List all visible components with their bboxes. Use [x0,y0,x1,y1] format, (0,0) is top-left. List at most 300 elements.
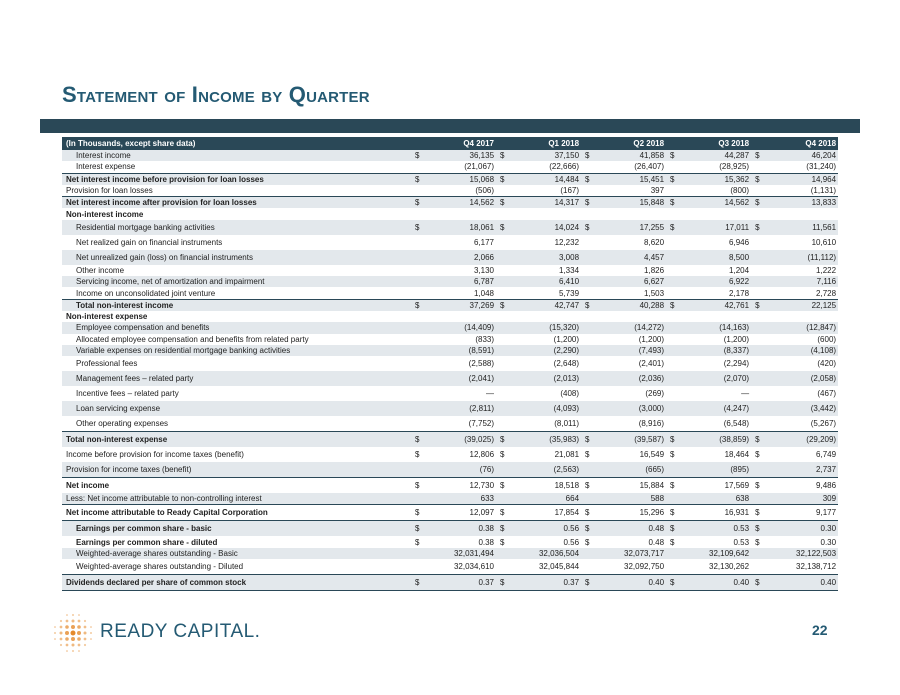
currency-sign: $ [581,299,593,311]
currency-sign [581,208,593,219]
currency-sign [751,322,763,333]
table-header-row [62,137,838,150]
table-row [62,265,838,276]
cell-value: (31,240) [806,162,837,172]
logo-dot [54,626,56,628]
cell-value: 18,518 [508,478,581,494]
currency-sign [411,559,423,575]
currency-sign [496,371,508,386]
cell-value: 1,334 [559,265,580,275]
row-label: Loan servicing expense [62,401,411,416]
row-label: Net income [62,478,411,494]
table-row [62,462,838,478]
cell-value: (2,588) [468,359,495,369]
cell-value: 37,269 [423,299,496,311]
currency-sign: $ [751,220,763,235]
row-label: Earnings per common share - diluted [76,537,218,547]
cell-value: 8,500 [678,250,751,265]
currency-sign [411,493,423,505]
cell-value: (14,163) [678,322,751,333]
currency-sign: $ [751,432,763,448]
currency-sign [581,235,593,250]
currency-sign [666,386,678,401]
logo-dot [54,632,56,634]
row-label: Provision for loan losses [66,186,153,196]
table-row [62,575,838,591]
cell-value: 0.38 [478,537,495,547]
page-title: Statement of Income by Quarter [62,82,370,107]
logo-dot [84,620,86,622]
cell-value [593,311,666,322]
cell-value: 12,806 [469,450,495,460]
cell-value: (28,925) [719,162,750,172]
cell-value [763,208,838,219]
cell-value: (2,290) [508,345,581,356]
currency-sign: $ [496,299,508,311]
cell-value: 15,884 [593,478,666,494]
cell-value: — [741,389,750,399]
currency-sign [581,287,593,299]
cell-value: (2,070) [678,371,751,386]
cell-value: 309 [763,493,838,505]
cell-value: 32,031,494 [423,548,496,559]
currency-sign [411,161,423,173]
cell-value: 9,177 [763,505,838,521]
currency-sign: $ [666,299,678,311]
logo-dot [71,637,75,641]
logo-dot [65,625,69,629]
currency-sign: $ [751,299,763,311]
cell-value: (8,591) [423,345,496,356]
currency-sign: $ [411,505,423,521]
cell-value: (600) [817,334,837,344]
cell-value [763,311,838,322]
cell-value: 0.56 [563,537,580,547]
logo-dot [54,638,56,640]
currency-sign [411,208,423,219]
currency-sign [411,185,423,197]
table-row [62,432,838,448]
row-label: Interest income [62,150,411,161]
currency-sign: $ [585,450,590,460]
cell-value: 22,125 [763,299,838,311]
cell-value: (2,013) [508,371,581,386]
currency-sign [666,371,678,386]
currency-sign [666,287,678,299]
currency-sign [581,356,593,371]
cell-value: 1,826 [644,265,665,275]
logo-dot [84,632,87,635]
currency-sign [496,334,508,345]
cell-value: 32,130,262 [709,562,750,572]
table-row [62,401,838,416]
row-label: Management fees – related party [62,371,411,386]
currency-sign: $ [411,150,423,161]
cell-value: 6,410 [508,276,581,287]
currency-sign [666,416,678,432]
row-label: Net interest income before provision for loan losses [62,173,411,185]
cell-value [593,208,666,219]
currency-sign: $ [581,150,593,161]
cell-value: (2,294) [723,359,750,369]
cell-value: 40,288 [593,299,666,311]
cell-value: (8,337) [678,345,751,356]
currency-sign: $ [666,575,678,591]
table-row [62,536,838,547]
currency-sign [666,493,678,505]
cell-value: — [486,389,495,399]
currency-sign: $ [666,521,678,537]
cell-value: (833) [475,334,495,344]
cell-value: 37,150 [508,150,581,161]
cell-value: (5,267) [810,419,837,429]
row-label: Weighted-average shares outstanding - Diluted [76,562,244,572]
cell-value: 638 [678,493,751,505]
logo-dot [77,625,81,629]
cell-value: 6,787 [423,276,496,287]
currency-sign: $ [755,537,760,547]
currency-sign: $ [415,537,420,547]
column-header-q4-2017: Q4 2017 [411,137,496,150]
currency-sign [581,401,593,416]
cell-value: 15,362 [678,173,751,185]
brand-name: READY CAPITAL. [100,621,261,642]
table-row [62,559,838,575]
currency-sign: $ [670,537,675,547]
currency-sign [666,356,678,371]
currency-sign [411,287,423,299]
currency-sign: $ [751,150,763,161]
section-header-row [62,311,838,322]
currency-sign [496,287,508,299]
section-header-row [62,208,838,219]
table-row [62,493,838,505]
cell-value: 17,011 [678,220,751,235]
logo-dot [72,650,74,652]
cell-value [423,311,496,322]
currency-sign [751,345,763,356]
currency-sign [411,334,423,345]
currency-sign: $ [585,537,590,547]
cell-value: (11,112) [763,250,838,265]
currency-sign [751,356,763,371]
cell-value: (15,320) [508,322,581,333]
cell-value: 15,848 [593,197,666,209]
logo-dot [60,638,63,641]
cell-value: (7,493) [593,345,666,356]
currency-sign [581,462,593,478]
currency-sign [411,462,423,478]
currency-sign [751,287,763,299]
cell-value: (29,209) [763,432,838,448]
currency-sign [411,371,423,386]
row-label: Total non-interest income [62,299,411,311]
cell-value: (2,058) [763,371,838,386]
row-label: Servicing income, net of amortization and impairment [62,276,411,287]
currency-sign [581,276,593,287]
row-label: Net unrealized gain (loss) on financial instruments [62,250,411,265]
cell-value: (4,093) [508,401,581,416]
table-row [62,276,838,287]
currency-sign [751,548,763,559]
currency-sign: $ [670,450,675,460]
units-label: (In Thousands, except share data) [62,137,411,150]
currency-sign [751,208,763,219]
cell-value: 2,728 [816,288,837,298]
cell-value: 14,317 [508,197,581,209]
cell-value: 16,549 [639,450,665,460]
logo-dot [84,626,87,629]
currency-sign: $ [581,432,593,448]
logo-dot [60,644,62,646]
currency-sign [581,559,593,575]
currency-sign [496,559,508,575]
currency-sign: $ [751,197,763,209]
table-row [62,386,838,401]
currency-sign [496,356,508,371]
cell-value: (12,847) [763,322,838,333]
table-row [62,548,838,559]
row-label: Income on unconsolidated joint venture [76,288,216,298]
currency-sign [581,185,593,197]
table-row [62,220,838,235]
logo-dot [78,650,80,652]
currency-sign [581,334,593,345]
cell-value: 6,627 [593,276,666,287]
cell-value: 10,610 [811,237,837,247]
currency-sign [496,548,508,559]
currency-sign: $ [751,478,763,494]
currency-sign: $ [666,505,678,521]
cell-value: (39,025) [423,432,496,448]
cell-value: 16,931 [678,505,751,521]
currency-sign [666,334,678,345]
cell-value [423,208,496,219]
cell-value: 0.30 [763,521,838,537]
cell-value: (467) [817,389,837,399]
table-row [62,505,838,521]
currency-sign: $ [666,150,678,161]
currency-sign [496,265,508,276]
cell-value: 1,048 [473,288,495,298]
cell-value: 2,066 [423,250,496,265]
table-row [62,345,838,356]
currency-sign [666,462,678,478]
cell-value: 32,138,712 [796,562,837,572]
cell-value: 46,204 [763,150,838,161]
currency-sign [666,265,678,276]
cell-value: 44,287 [678,150,751,161]
logo-dot [65,631,69,635]
cell-value: (800) [730,186,750,196]
row-label: Dividends declared per share of common stock [62,575,411,591]
cell-value: (2,811) [423,401,496,416]
table-row [62,478,838,494]
currency-sign [751,371,763,386]
currency-sign [666,559,678,575]
cell-value: 6,946 [729,237,750,247]
logo-dot [90,638,92,640]
logo-dot [72,620,75,623]
cell-value: 0.40 [763,575,838,591]
currency-sign [666,311,678,322]
logo-dot [65,637,69,641]
currency-sign [581,416,593,432]
row-label: Residential mortgage banking activities [62,220,411,235]
cell-value: (8,011) [554,419,580,429]
logo-dot [71,625,75,629]
cell-value: 17,569 [678,478,751,494]
cell-value: 18,464 [724,450,750,460]
logo-dot [84,644,86,646]
currency-sign [581,161,593,173]
currency-sign [751,416,763,432]
cell-value: 0.37 [508,575,581,591]
currency-sign [496,311,508,322]
row-label: Other income [76,265,125,275]
currency-sign [411,322,423,333]
cell-value [678,311,751,322]
currency-sign [581,386,593,401]
cell-value: 0.37 [423,575,496,591]
cell-value: (4,247) [678,401,751,416]
currency-sign: $ [496,505,508,521]
cell-value: 2,178 [729,288,750,298]
currency-sign [666,161,678,173]
cell-value: 1,503 [644,288,665,298]
cell-value: (4,108) [763,345,838,356]
row-label: Weighted-average shares outstanding - Basic [62,548,411,559]
currency-sign: $ [496,575,508,591]
column-header-q4-2018: Q4 2018 [751,137,838,150]
cell-value: 32,036,504 [508,548,581,559]
table-row [62,173,838,185]
cell-value: 3,008 [508,250,581,265]
currency-sign [581,311,593,322]
table-body [62,150,838,591]
table-row [62,356,838,371]
cell-value: 15,451 [593,173,666,185]
currency-sign: $ [496,220,508,235]
currency-sign: $ [666,220,678,235]
logo-dot [60,632,63,635]
table-row [62,287,838,299]
cell-value: (3,000) [593,401,666,416]
currency-sign [411,548,423,559]
currency-sign: $ [755,450,760,460]
cell-value: 0.40 [678,575,751,591]
logo-dot [66,620,69,623]
cell-value: 32,034,610 [453,562,495,572]
currency-sign: $ [581,173,593,185]
row-label: Less: Net income attributable to non-controlling interest [62,493,411,505]
cell-value: 12,232 [554,237,580,247]
cell-value [508,311,581,322]
cell-value: 17,854 [508,505,581,521]
currency-sign: $ [411,478,423,494]
cell-value: 4,457 [593,250,666,265]
cell-value: 0.48 [648,537,665,547]
table-row [62,334,838,345]
cell-value: (895) [678,462,751,478]
cell-value: 5,739 [559,288,580,298]
table-row [62,161,838,173]
currency-sign: $ [411,521,423,537]
currency-sign: $ [581,197,593,209]
cell-value: 2,737 [763,462,838,478]
cell-value: (35,983) [508,432,581,448]
row-label: Earnings per common share - basic [62,521,411,537]
cell-value: 0.48 [593,521,666,537]
cell-value: 11,561 [763,220,838,235]
cell-value: (7,752) [468,419,495,429]
currency-sign [411,401,423,416]
cell-value: 12,097 [423,505,496,521]
cell-value: (14,409) [423,322,496,333]
cell-value: 15,296 [593,505,666,521]
income-statement-table [62,137,838,591]
column-header-q3-2018: Q3 2018 [666,137,751,150]
currency-sign: $ [496,432,508,448]
currency-sign: $ [496,197,508,209]
cell-value: 32,092,750 [624,562,665,572]
logo-dot [66,614,68,616]
currency-sign: $ [666,432,678,448]
currency-sign [666,345,678,356]
row-label: Incentive fees – related party [76,389,179,399]
currency-sign: $ [751,505,763,521]
currency-sign [666,208,678,219]
currency-sign: $ [496,478,508,494]
table-row [62,447,838,462]
cell-value: (506) [475,186,495,196]
cell-value: 0.53 [733,537,750,547]
cell-value: 9,486 [763,478,838,494]
cell-value: 14,562 [423,197,496,209]
cell-value: 14,964 [763,173,838,185]
cell-value: 17,255 [593,220,666,235]
logo-dot [90,632,92,634]
currency-sign [411,416,423,432]
currency-sign: $ [581,220,593,235]
currency-sign: $ [415,450,420,460]
currency-sign [496,416,508,432]
currency-sign [411,276,423,287]
cell-value: 6,922 [678,276,751,287]
currency-sign [751,462,763,478]
currency-sign: $ [500,450,505,460]
cell-value: (269) [645,389,665,399]
cell-value: (22,666) [549,162,580,172]
cell-value: 15,068 [423,173,496,185]
row-label: Employee compensation and benefits [62,322,411,333]
row-label: Other operating expenses [76,419,169,429]
table-row [62,521,838,537]
cell-value: 0.40 [593,575,666,591]
cell-value: (76) [423,462,496,478]
cell-value: (2,648) [553,359,580,369]
cell-value: 633 [423,493,496,505]
currency-sign: $ [411,299,423,311]
currency-sign [751,493,763,505]
currency-sign [751,386,763,401]
cell-value: 42,747 [508,299,581,311]
cell-value: (420) [817,359,837,369]
cell-value: (2,563) [508,462,581,478]
cell-value: (1,200) [553,334,580,344]
cell-value: 0.53 [678,521,751,537]
currency-sign [411,235,423,250]
